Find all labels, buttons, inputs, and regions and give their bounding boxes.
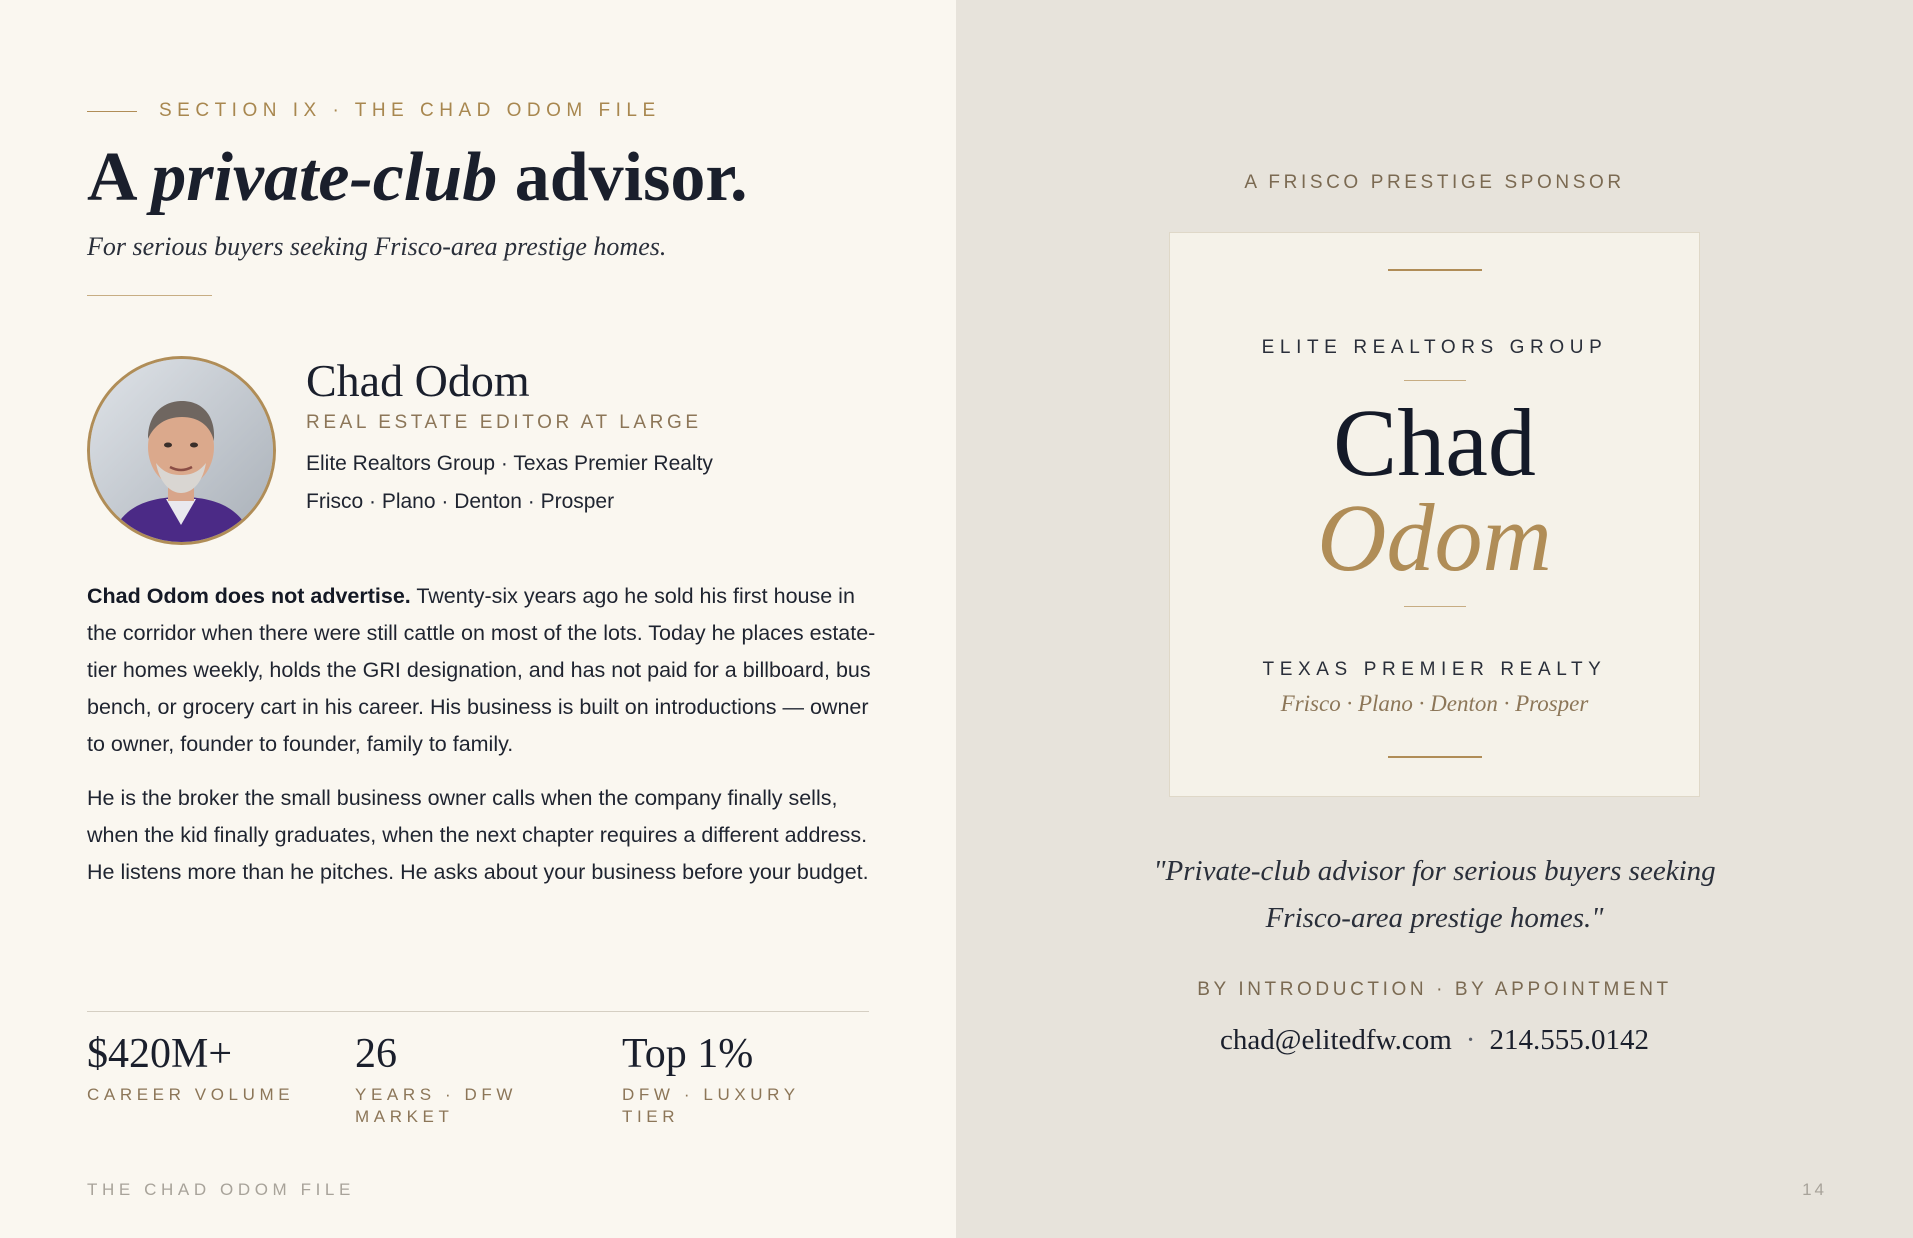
stat-label: DFW · LUXURY TIER — [622, 1085, 800, 1126]
pull-quote — [956, 848, 1913, 942]
profile-affiliations: Elite Realtors Group · Texas Premier Realty — [306, 452, 713, 475]
card-bottom-rule — [1388, 756, 1482, 758]
eyebrow-text: SECTION IX · THE CHAD ODOM FILE — [159, 100, 661, 121]
profile-cities: Frisco · Plano · Denton · Prosper — [306, 490, 615, 513]
card-last-name: Odom — [1317, 484, 1552, 591]
section-eyebrow — [87, 100, 661, 122]
body-paragraph-2: He is the broker the small business owner calls when the company finally sells, when the kid finally graduates, when the next chapter requires a different address. He listens more than he pitches. He asks about your business before your budget. — [87, 786, 869, 884]
stat-value: 26 — [355, 1031, 397, 1077]
editorial-page — [0, 0, 956, 1238]
body-paragraph-1 — [87, 578, 877, 763]
card-divider — [1404, 606, 1466, 607]
paragraph-text: Twenty-six years ago he sold his first house in the corridor when there were still cattle on most of the lots. Today he places estate-tier homes weekly, holds the GRI designation, and has not paid for a billboard, bus bench, or grocery cart in his career. His business is built on introductions — owner to owner, founder to founder, family to family. — [87, 584, 876, 756]
divider — [87, 295, 212, 296]
page-title — [87, 138, 748, 218]
card-cities: Frisco · Plano · Denton · Prosper — [1280, 691, 1589, 716]
quote-line: Frisco-area prestige homes." — [1265, 902, 1604, 934]
appointment-note: BY INTRODUCTION · BY APPOINTMENT — [1197, 979, 1672, 1000]
profile-name: Chad Odom — [306, 355, 530, 406]
sponsor-card — [1169, 232, 1700, 797]
quote-line: "Private-club advisor for serious buyers seeking — [1153, 855, 1716, 887]
stat-years — [355, 1030, 555, 1128]
stat-luxury-tier — [622, 1030, 842, 1128]
title-post: advisor. — [497, 139, 748, 216]
profile-role: REAL ESTATE EDITOR AT LARGE — [306, 412, 702, 433]
card-divider — [1404, 380, 1466, 381]
paragraph-lead: Chad Odom does not advertise. — [87, 584, 411, 608]
stats-divider — [87, 1011, 869, 1012]
running-footer: THE CHAD ODOM FILE — [87, 1180, 355, 1199]
stat-value: Top 1% — [622, 1031, 754, 1077]
stat-label: YEARS · DFW MARKET — [355, 1085, 518, 1126]
contact-separator: · — [1465, 1024, 1476, 1056]
email-link[interactable]: chad@elitedfw.com — [1220, 1024, 1452, 1056]
phone-link[interactable]: 214.555.0142 — [1489, 1024, 1649, 1056]
stat-value: $420M+ — [87, 1031, 233, 1077]
stat-label: CAREER VOLUME — [87, 1085, 295, 1104]
card-top-rule — [1388, 269, 1482, 271]
title-pre: A — [87, 139, 152, 216]
sponsor-page — [956, 0, 1913, 1238]
title-emphasis: private-club — [151, 139, 498, 216]
avatar — [87, 356, 276, 545]
subtitle: For serious buyers seeking Frisco-area prestige homes. — [87, 232, 667, 261]
card-group: ELITE REALTORS GROUP — [1261, 337, 1608, 358]
portrait-photo — [90, 359, 273, 542]
card-brokerage: TEXAS PREMIER REALTY — [1262, 659, 1607, 680]
eyebrow-rule — [87, 111, 137, 112]
stat-career-volume — [87, 1030, 327, 1106]
card-first-name: Chad — [1333, 389, 1536, 496]
contact-line — [956, 1024, 1913, 1057]
page-number: 14 — [1802, 1180, 1827, 1199]
sponsor-tag: A FRISCO PRESTIGE SPONSOR — [1244, 172, 1625, 193]
